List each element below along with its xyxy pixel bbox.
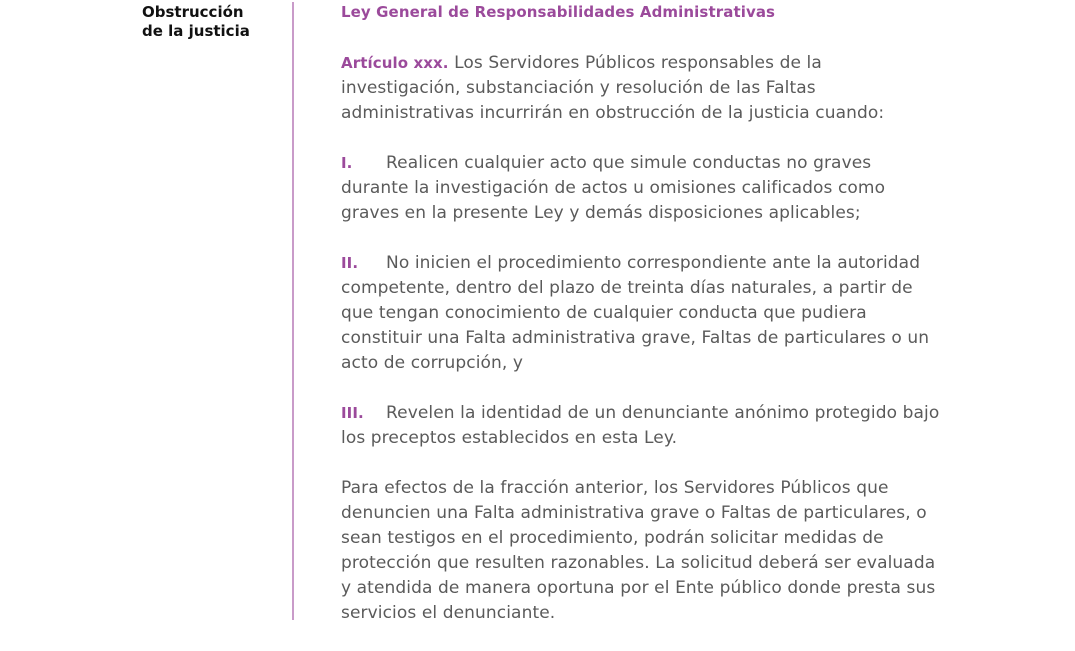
article-text: Los Servidores Públicos responsables de la investigación, substanciación y resolución de las Faltas administrativas incurrirán en obstrucción de la justicia cuando: — [341, 53, 885, 123]
article-intro — [341, 51, 941, 126]
fraction-item — [341, 151, 941, 226]
fraction-text: No inicien el procedimiento correspondiente ante la autoridad competente, dentro del plazo de treinta días naturales, a partir de que tengan conocimiento de cualquier conducta que pudiera constituir una Falta administrativa grave, Faltas de particulares o un acto de corrupción, y — [341, 253, 930, 373]
fraction-numeral: I. — [341, 154, 353, 172]
section-title-line-2: de la justicia — [142, 22, 250, 40]
section-title-line-1: Obstrucción — [142, 3, 244, 21]
fraction-text: Realicen cualquier acto que simule conductas no graves durante la investigación de actos u omisiones calificados como graves en la presente Ley y demás disposiciones aplicables; — [341, 153, 886, 223]
section-title — [142, 3, 282, 41]
article-label: Artículo xxx. — [341, 54, 449, 72]
fraction-item — [341, 401, 941, 451]
fraction-numeral: II. — [341, 254, 359, 272]
vertical-divider — [292, 2, 294, 620]
fraction-item — [341, 251, 941, 376]
closing-paragraph: Para efectos de la fracción anterior, los Servidores Públicos que denuncien una Falta administrativa grave o Faltas de particulares, o sean testigos en el procedimiento, podrán solicitar medidas de protección que resulten razonables. La solicitud deberá ser evaluada y atendida de manera oportuna por el Ente público donde presta sus servicios el denunciante. — [341, 478, 936, 623]
law-title: Ley General de Responsabilidades Administrativas — [341, 3, 776, 21]
fraction-text: Revelen la identidad de un denunciante anónimo protegido bajo los preceptos establecidos en esta Ley. — [341, 403, 940, 448]
article-content — [341, 2, 941, 651]
fraction-numeral: III. — [341, 404, 364, 422]
